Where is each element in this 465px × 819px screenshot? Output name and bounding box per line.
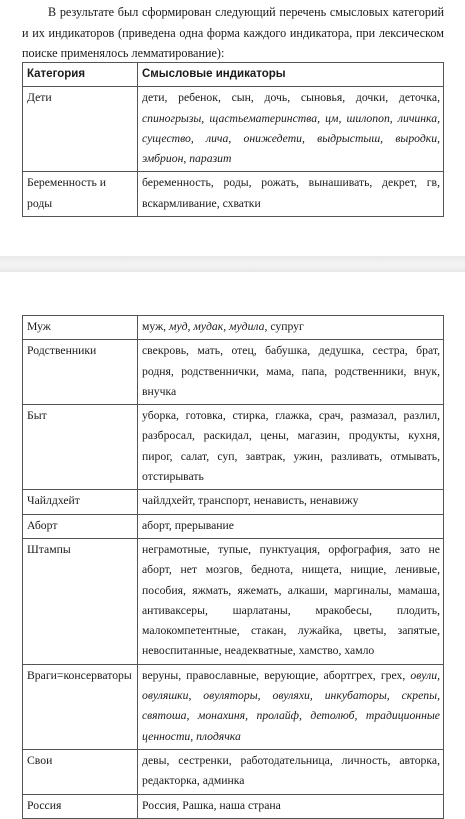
category-cell: Штампы bbox=[23, 538, 138, 664]
indicators-plain: девы, сестренки, работодательница, личность, авторка, редакторка, админка bbox=[142, 753, 440, 788]
table-row bbox=[23, 490, 444, 514]
category-cell: Быт bbox=[23, 405, 138, 490]
indicators-italic: спиногрызы, щастьематеринства, цм, шилопоп, личинка, существо, лича, онижедети, выдрыстыш, выродки, эмбрион, паразит bbox=[142, 111, 440, 166]
table-row bbox=[23, 87, 444, 172]
indicators-plain: муж, bbox=[142, 320, 170, 333]
category-cell: Аборт bbox=[23, 514, 138, 538]
indicators-plain: аборт, прерывание bbox=[142, 518, 234, 532]
indicators-plain: чайлдхейт, транспорт, ненависть, ненавижу bbox=[142, 494, 359, 508]
table-row bbox=[23, 664, 444, 749]
table-row bbox=[23, 172, 444, 217]
indicators-cell bbox=[138, 664, 444, 749]
indicators-italic: муд, мудак, мудила bbox=[169, 320, 265, 333]
indicators-plain: неграмотные, тупые, пунктуация, орфография, зато не аборт, нет мозгов, беднота, нищета, нищие, ленивые, пособия, яжмать, яжемать, алкаши, маргиналы, мамаша, антиваксеры, шарлатаны, мракобесы, плодить, малокомпетентные, стакан, лужайка, цветы, запятые, невоспитанные, неадекватные, хамство, хамло bbox=[142, 542, 440, 658]
indicators-cell bbox=[138, 490, 444, 514]
indicators-cell bbox=[138, 87, 444, 172]
indicators-plain: беременность, роды, рожать, вынашивать, декрет, гв, вскармливание, схватки bbox=[142, 176, 440, 210]
indicators-cell bbox=[138, 172, 444, 217]
category-cell: Россия bbox=[23, 794, 138, 818]
table-row bbox=[23, 794, 444, 818]
indicators-plain: свекровь, мать, отец, бабушка, дедушка, сестра, брат, родня, родственнички, мама, папа, родственники, внук, внучка bbox=[142, 344, 440, 398]
indicators-cell bbox=[138, 538, 444, 664]
indicators-plain: дети, ребенок, сын, дочь, сыновья, дочки, деточка, bbox=[142, 91, 440, 105]
intro-paragraph: В результате был сформирован следующий перечень смысловых категорий и их индикаторов (приведена одна форма каждого индикатора, при лексическом поиске применялось лемматирование): bbox=[22, 5, 444, 60]
table-row bbox=[23, 405, 444, 490]
indicators-cell bbox=[138, 340, 444, 405]
header-indicators: Смысловые индикаторы bbox=[138, 63, 444, 87]
category-cell: Муж bbox=[23, 316, 138, 340]
table-row bbox=[23, 538, 444, 664]
indicators-cell bbox=[138, 794, 444, 818]
table-body-part1 bbox=[23, 87, 444, 217]
category-cell: Враги=консерваторы bbox=[23, 664, 138, 749]
category-cell: Дети bbox=[23, 87, 138, 172]
categories-table-part1 bbox=[22, 62, 444, 217]
indicators-cell bbox=[138, 405, 444, 490]
category-cell: Свои bbox=[23, 749, 138, 794]
indicators-cell bbox=[138, 316, 444, 340]
table-header-row bbox=[23, 63, 444, 87]
indicators-plain: уборка, готовка, стирка, глажка, срач, размазал, разлил, разбросал, раскидал, цены, магазин, продукты, кухня, пирог, салат, суп, завтрак, ужин, разливать, отмывать, отстирывать bbox=[142, 409, 440, 484]
table-body-part2 bbox=[23, 316, 444, 819]
category-cell: Родственники bbox=[23, 340, 138, 405]
indicators-plain: Россия, Рашка, наша страна bbox=[142, 798, 281, 812]
indicators-italic: овули, овуляшки, овуляторы, овуляхи, инкубаторы, скрепы, святоша, монахиня, пролайф, детолюб, традиционные ценности, плодячка bbox=[142, 668, 440, 743]
page-separator bbox=[0, 256, 465, 272]
header-category: Категория bbox=[23, 63, 138, 87]
table-row bbox=[23, 340, 444, 405]
table-row bbox=[23, 316, 444, 340]
indicators-plain: веруны, православные, верующие, абортгрех, грех, bbox=[142, 668, 411, 682]
category-cell: Беременность и роды bbox=[23, 172, 138, 217]
table-row bbox=[23, 514, 444, 538]
indicators-cell bbox=[138, 749, 444, 794]
table-row bbox=[23, 749, 444, 794]
indicators-cell bbox=[138, 514, 444, 538]
category-cell: Чайлдхейт bbox=[23, 490, 138, 514]
categories-table-part2 bbox=[22, 315, 444, 819]
indicators-plain2: , супруг bbox=[264, 320, 304, 333]
